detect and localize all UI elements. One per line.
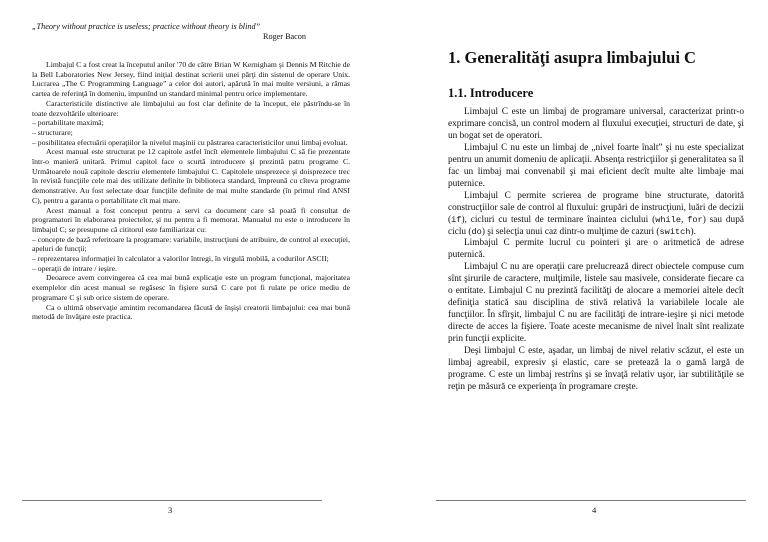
list-item: – reprezentarea informaţiei în calculator a valorilor întregi, în virgulă mobilă, a codurilor ASCII;: [32, 254, 329, 264]
paragraph-control-flow: Limbajul C permite scrierea de programe bine structurate, datorită construcţiilor sale de control al fluxului: grupări de instrucţiuni, luări de decizii (if), cicluri cu testul de terminare înaintea ciclului (while, for) sau după ciclu (do) şi selecţia unui caz dintr-o mulţime de cazuri (switch).: [448, 190, 744, 237]
chapter-title: 1. Generalităţi asupra limbajului C: [448, 48, 696, 67]
code-while: while: [655, 214, 682, 225]
paragraph: Limbajul C permite lucrul cu pointeri şi are o aritmetică de adrese puternică.: [448, 238, 744, 261]
paragraph: Deşi limbajul C este, aşadar, un limbaj de nivel relativ scăzut, el este un limbaj agreabil, expresiv şi elastic, care se pretează la o gamă largă de programe. C este un limbaj restrîns şi se învaţă relativ uşor, iar subtilităţile se reţin pe măsură ce experienţa în programare creşte.: [448, 346, 744, 392]
paragraph: Limbajul C nu are operaţii care prelucrează direct obiectele compuse cum sînt şirurile de caractere, mulţimile, listele sau masivele, considerate fiecare ca o entitate. Limbajul C nu prezintă facilităţi de alocare a memoriei altele decît definiţia statică sau disciplina de stivă relativă la variabilele locale ale funcţiilor. În sfîrşit, limbajul C nu are facilităţi de intrare-ieşire şi nici metode directe de acces la fişiere. Toate aceste mecanisme de nivel înalt sînt realizate prin funcţii explicite.: [448, 262, 744, 345]
paragraph: Acest manual este structurat pe 12 capitole astfel încît elementele limbajului C să fie prezentate într-o manieră unitară. Primul capitol face o scurtă introducere şi prezintă patru programe C. Următoarele nouă capitole descriu elementele limbajului C. Capitolele unsprezece şi doisprezece trec în revistă funcţiile cele mai des utilizate definite în biblioteca standard, împreună cu cîteva programe demonstrative. Au fost selectate doar funcţiile definite de mai multe standarde (în primul rînd ANSI C), pentru a garanta o portabilitate cît mai mare.: [32, 147, 350, 205]
left-footer-rule: [22, 500, 322, 501]
code-switch: switch: [659, 226, 691, 237]
motto-quote: „Theory without practice is useless; practice without theory is blind”: [32, 22, 261, 31]
motto-author: Roger Bacon: [263, 32, 306, 41]
list-item: – structurare;: [32, 127, 73, 137]
code-for: for: [687, 214, 703, 225]
paragraph: Caracteristicile distinctive ale limbajului au fost clar definite de la început, ele păstrîndu-se în toate dezvoltările ulterioare:: [32, 98, 350, 118]
page-number-left: 3: [168, 505, 173, 515]
list-item: – operaţii de intrare / ieşire.: [32, 263, 117, 273]
right-body: [448, 107, 744, 394]
paragraph: Limbajul C este un limbaj de programare universal, caracterizat printr-o exprimare concisă, un control modern al fluxului execuţiei, structuri de date, şi un bogat set de operatori.: [448, 107, 744, 141]
left-body: [32, 60, 350, 322]
section-title: 1.1. Introducere: [448, 86, 534, 100]
list-item: – portabilitate maximă;: [32, 118, 104, 128]
code-do: do: [471, 226, 482, 237]
code-if: if: [451, 214, 462, 225]
paragraph: Ca o ultimă observaţie amintim recomandarea făcută de înşişi creatorii limbajului: cea mai bună metodă de învăţare este practica.: [32, 302, 350, 322]
paragraph: Limbajul C a fost creat la începutul anilor '70 de către Brian W Kernigham şi Dennis M Ritchie de la Bell Laboratories New Jersey, fiind iniţial destinat scrierii unei părţi din sistenul de operare Unix. Lucrarea „The C Programming Language” a celor doi autori, apărută în mai multe versiuni, a rămas cartea de referinţă în domeniu, impunînd un standard minimal pentru orice implementare.: [32, 60, 350, 99]
list-item: – posibilitatea efectuării operaţiilor la nivelul maşinii cu păstrarea caracteristicilor unui limbaj evoluat.: [32, 137, 348, 147]
right-page: [384, 0, 768, 542]
paragraph: Deoarece avem convingerea că cea mai bună explicaţie este un program funcţional, majoritatea exemplelor din acest manual se regăsesc în fişiere sursă C care pot fi rulate pe orice mediu de programare C şi sub orice sistem de operare.: [32, 273, 350, 302]
list-item: – concepte de bază referitoare la programare: variabile, instrucţiuni de atribuire, de control al execuţiei, apeluri de funcţii;: [32, 234, 350, 254]
page-number-right: 4: [592, 505, 597, 515]
paragraph: Limbajul C nu este un limbaj de „nivel foarte înalt” şi nu este specializat pentru un anumit domeniu de aplicaţii. Absenţa restricţiilor şi generalitatea sa îl fac un limbaj mai convenabil şi mai eficient decît multe alte limbaje mai puternice.: [448, 142, 744, 189]
paragraph: Acest manual a fost conceput pentru a servi ca document care să poată fi consultat de programatori în elaborarea proiectelor, şi nu pentru a fi memorat. Manualul nu este o introducere în limbajul C; se presupune că cititorul este familiarizat cu:: [32, 205, 350, 234]
right-footer-rule: [436, 500, 746, 501]
